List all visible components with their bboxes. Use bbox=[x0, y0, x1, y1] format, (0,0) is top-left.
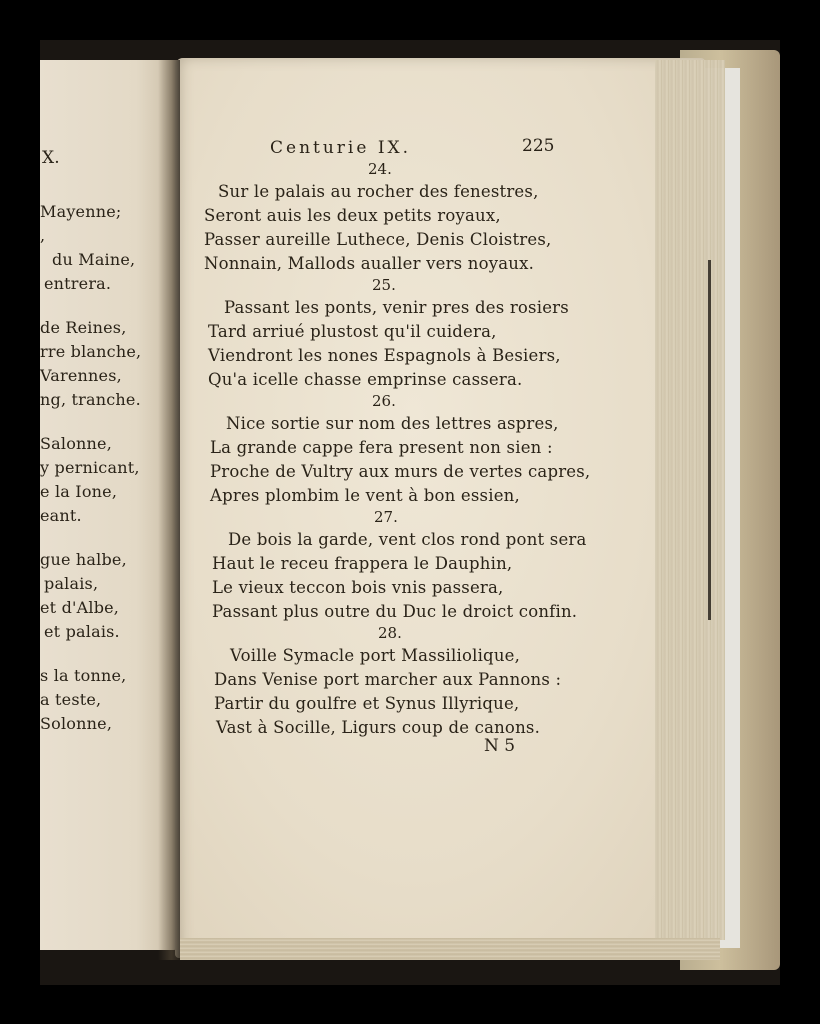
left-line: et d'Albe, bbox=[40, 598, 120, 617]
left-line: Salonne, bbox=[40, 434, 113, 453]
verse-line: De bois la garde, vent clos rond pont sera bbox=[228, 530, 587, 549]
verse-line: Apres plombim le vent à bon essien, bbox=[210, 486, 520, 505]
quatrain-number: 25. bbox=[372, 276, 396, 294]
page-edge-shadow bbox=[708, 260, 711, 620]
left-line: ng, tranche. bbox=[40, 390, 141, 409]
verse-line: Sur le palais au rocher des fenestres, bbox=[218, 182, 539, 201]
left-line: eant. bbox=[40, 506, 82, 525]
running-head: Centurie IX. bbox=[270, 138, 412, 158]
quatrain-number: 24. bbox=[368, 160, 392, 178]
verse-line: Le vieux teccon bois vnis passera, bbox=[212, 578, 504, 597]
signature-mark: N 5 bbox=[484, 736, 516, 756]
book-photo bbox=[40, 40, 780, 985]
verse-line: Partir du goulfre et Synus Illyrique, bbox=[214, 694, 520, 713]
verse-line: Passant les ponts, venir pres des rosiers bbox=[224, 298, 569, 317]
left-line: a teste, bbox=[40, 690, 102, 709]
verse-line: Dans Venise port marcher aux Pannons : bbox=[214, 670, 562, 689]
verse-line: Proche de Vultry aux murs de vertes capres, bbox=[210, 462, 591, 481]
left-line: de Reines, bbox=[40, 318, 127, 337]
book-gutter bbox=[158, 60, 180, 960]
verse-line: La grande cappe fera present non sien : bbox=[210, 438, 553, 457]
verse-line: Vast à Socille, Ligurs coup de canons. bbox=[216, 718, 541, 737]
page-edges bbox=[655, 60, 725, 940]
quatrain-number: 26. bbox=[372, 392, 396, 410]
verse-line: Passant plus outre du Duc le droict confin. bbox=[212, 602, 578, 621]
verse-line: Nice sortie sur nom des lettres aspres, bbox=[226, 414, 559, 433]
page-number: 225 bbox=[522, 136, 555, 156]
left-line: y pernicant, bbox=[40, 458, 140, 477]
left-line: Varennes, bbox=[40, 366, 122, 385]
left-line: du Maine, bbox=[52, 250, 136, 269]
left-line: et palais. bbox=[44, 622, 120, 641]
left-line: rre blanche, bbox=[40, 342, 142, 361]
left-line: e la Ione, bbox=[40, 482, 118, 501]
left-line: entrera. bbox=[44, 274, 112, 293]
verse-line: Haut le receu frappera le Dauphin, bbox=[212, 554, 513, 573]
verse-line: Seront auis les deux petits royaux, bbox=[204, 206, 501, 225]
page-bottom-edge bbox=[180, 938, 720, 960]
left-line: , bbox=[40, 226, 46, 245]
quatrain-number: 28. bbox=[378, 624, 402, 642]
verse-line: Tard arriué plustost qu'il cuidera, bbox=[208, 322, 497, 341]
left-page-header: X. bbox=[42, 148, 60, 168]
left-line: gue halbe, bbox=[40, 550, 127, 569]
left-line: Solonne, bbox=[40, 714, 113, 733]
verse-line: Nonnain, Mallods aualler vers noyaux. bbox=[204, 254, 535, 273]
verse-line: Qu'a icelle chasse emprinse cassera. bbox=[208, 370, 523, 389]
quatrain-number: 27. bbox=[374, 508, 398, 526]
left-line: s la tonne, bbox=[40, 666, 127, 685]
verse-line: Viendront les nones Espagnols à Besiers, bbox=[208, 346, 561, 365]
verse-line: Voille Symacle port Massiliolique, bbox=[230, 646, 521, 665]
verse-line: Passer aureille Luthece, Denis Cloistres, bbox=[204, 230, 552, 249]
left-line: palais, bbox=[44, 574, 99, 593]
left-line: Mayenne; bbox=[40, 202, 122, 221]
